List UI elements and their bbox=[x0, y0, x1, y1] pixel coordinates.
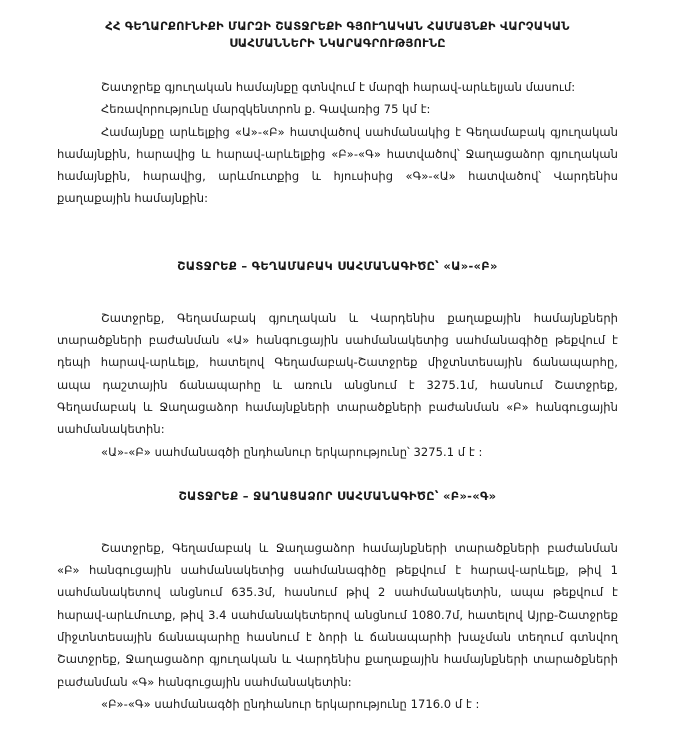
intro-paragraph-1: Շատջրեք գյուղական համայնքը գտնվում է մարզի հարավ-արևելյան մասում: bbox=[101, 80, 576, 94]
page-title-line-1: ՀՀ ԳԵՂԱՐՔՈՒՆԻՔԻ ՄԱՐԶԻ ՇԱՏՋՐԵՔԻ ԳՅՈՒՂԱԿԱՆ ՀԱՄԱՅՆՔԻ ՎԱՐՉԱԿԱՆ bbox=[105, 19, 570, 33]
page-title bbox=[63, 14, 612, 52]
section-2-paragraph-1: Շատջրեք, Գեղամաբակ և Ջաղացաձոր համայնքների տարածքների բաժանման «Բ» հանգուցային սահմանակետից սահմանագիծը թեքվում է հարավ-արևելք, թիվ 1 սահմանակետով անցնում 635.3մ, հասնում թիվ 2 սահմանակետին, ապա թեքվում է հարավ-արևմուտք, թիվ 3.4 սահմանակետերով անցնում 1080.7մ, հատելով Այրք-Շատջրեք միջտնտեսային ճանապարհը հասնում է ձորի և ճանապարհի խաչման տեղում գտնվող Շատջրեք, Ջաղացաձոր գյուղական և Վարդենիս քաղաքային համայնքների տարածքների բաժանման «Գ» հանգուցային սահմանակետին: bbox=[57, 540, 618, 689]
section-2-paragraph-2: «Բ»-«Գ» սահմանագծի ընդհանուր երկարությունը 1716.0 մ է : bbox=[101, 696, 480, 711]
section-1-heading-spacer bbox=[57, 277, 618, 307]
intro-paragraph-3: Համայնքը արևելքից «Ա»-«Բ» հատվածով սահմանակից է Գեղամաբակ գյուղական համայնքին, հարավից և հարավ-արևելքից «Բ»-«Գ» հատվածով՝ Ջաղացաձոր գյուղական համայնքին, հարավից, արևմուտքից և հյուսիսից «Գ»-«Ա» հատվածով՝ Վարդենիս քաղաքային համայնքին: bbox=[57, 124, 618, 206]
section-1-spacer bbox=[57, 210, 618, 255]
section-2-heading: ՇԱՏՋՐԵՔ – ՋԱՂԱՑԱՁՈՐ ՍԱՀՄԱՆԱԳԻԾԸ՝ «Բ»-«Գ» bbox=[178, 488, 497, 503]
title-spacer bbox=[57, 52, 618, 76]
section-2-spacer bbox=[57, 463, 618, 485]
section-2-heading-spacer bbox=[57, 507, 618, 537]
intro-paragraph-2: Հեռավորությունը մարզկենտրոն ք. Գավառից 75 կմ է: bbox=[101, 102, 431, 117]
section-1-paragraph-2: «Ա»-«Բ» սահմանագծի ընդհանուր երկարությունը՝ 3275.1 մ է : bbox=[101, 444, 483, 459]
page-title-line-2: ՍԱՀՄԱՆՆԵՐԻ ՆԿԱՐԱԳՐՈՒԹՅՈՒՆԸ bbox=[229, 36, 446, 50]
section-1-paragraph-1: Շատջրեք, Գեղամաբակ գյուղական և Վարդենիս քաղաքային համայնքների տարածքների բաժանման «Ա» հանգուցային սահմանակետից սահմանագիծը թեքվում է դեպի հարավ-արևելք, հատելով Գեղամաբակ-Շատջրեք միջտնտեսային ճանապարհը, ապա դաշտային ճանապարհը և առուն անցնում է 3275.1մ, հասնում Շատջրեք, Գեղամաբակ և Ջաղացաձոր համայնքների տարածքների բաժանման «Բ» հանգուցային սահմանակետին: bbox=[57, 310, 618, 437]
section-1-heading: ՇԱՏՋՐԵՔ – ԳԵՂԱՄԱԲԱԿ ՍԱՀՄԱՆԱԳԻԾԸ՝ «Ա»-«Բ» bbox=[177, 258, 498, 273]
